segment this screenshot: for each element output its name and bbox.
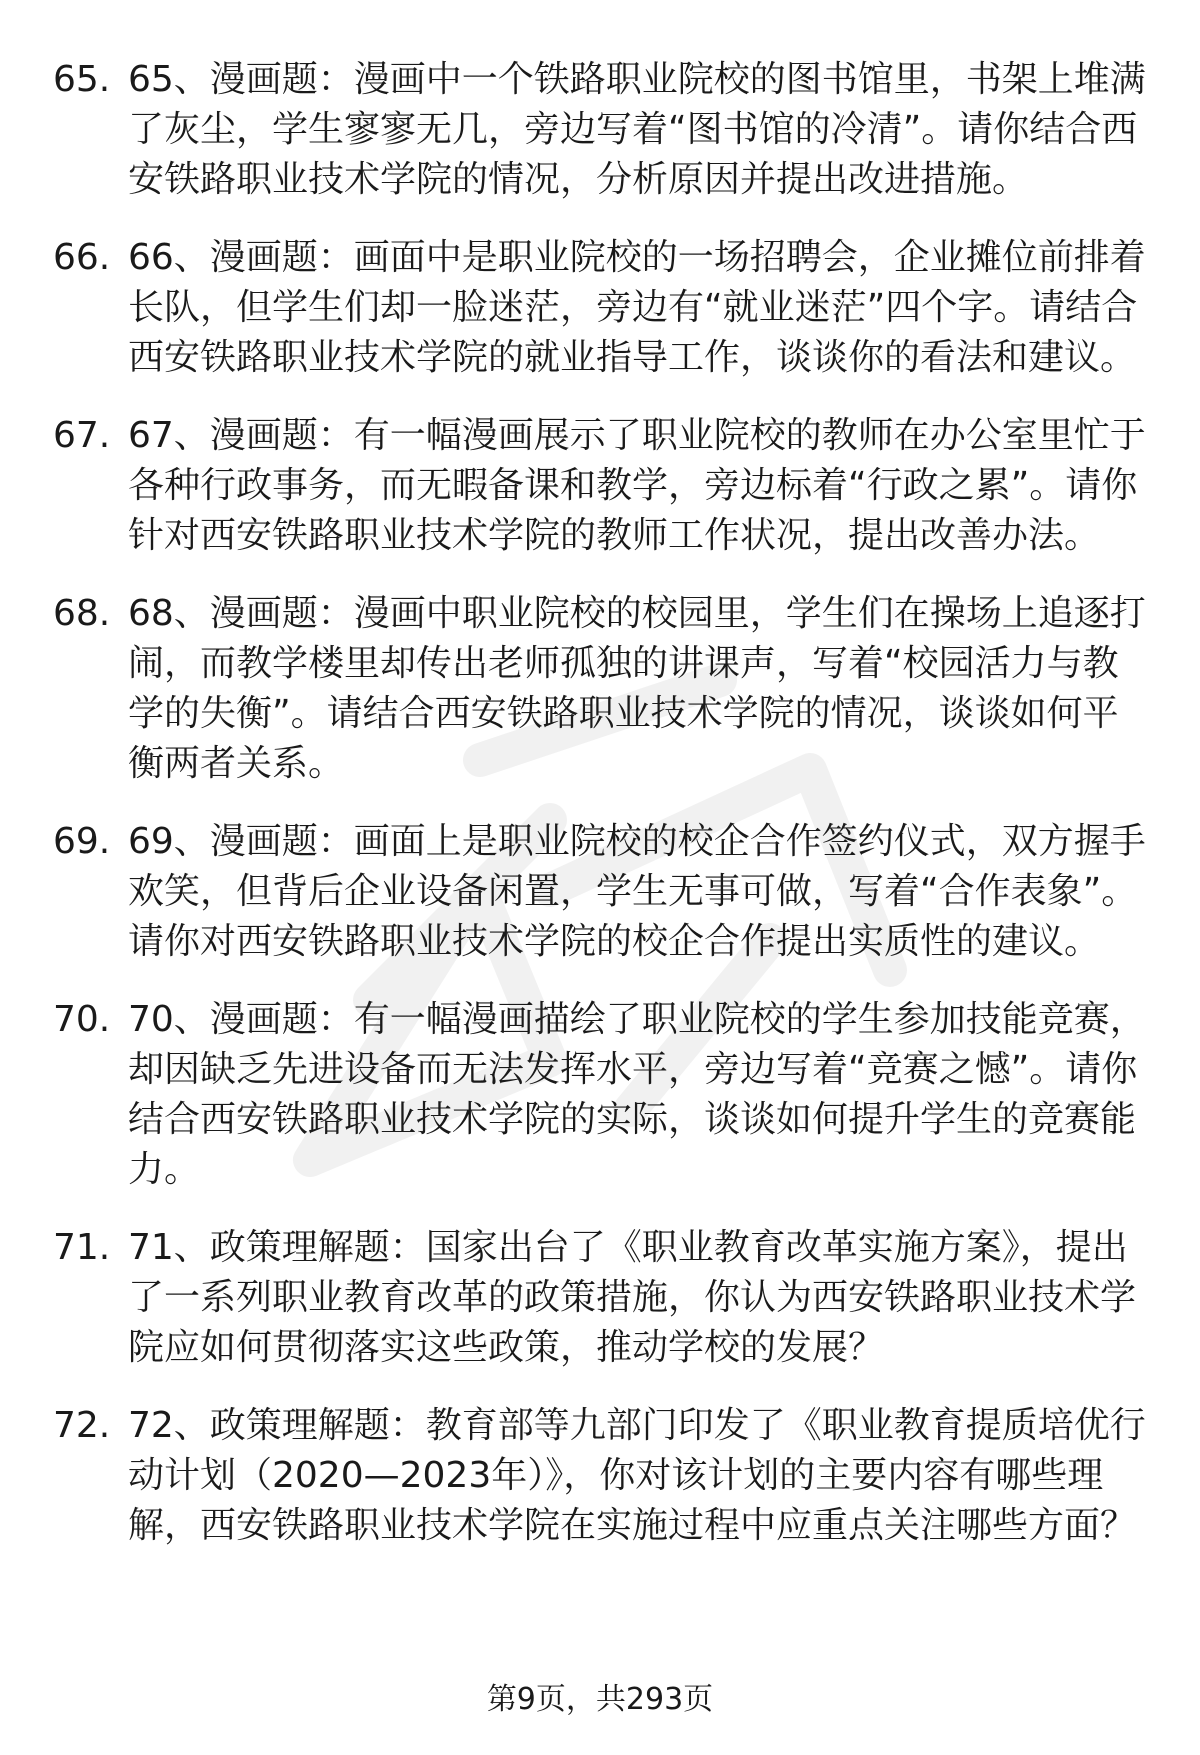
question-number: 72. — [53, 1405, 111, 1446]
question-number: 67. — [53, 415, 111, 456]
question-number: 70. — [53, 999, 111, 1040]
question-text: 65、漫画题：漫画中一个铁路职业院校的图书馆里，书架上堆满了灰尘，学生寥寥无几，旁边写着“图书馆的冷清”。请你结合西安铁路职业技术学院的情况，分析原因并提出改进措施。 — [128, 59, 1146, 200]
question-number: 69. — [53, 821, 111, 862]
question-item — [0, 589, 1200, 789]
question-text: 67、漫画题：有一幅漫画展示了职业院校的教师在办公室里忙于各种行政事务，而无暇备课和教学，旁边标着“行政之累”。请你针对西安铁路职业技术学院的教师工作状况，提出改善办法。 — [128, 415, 1146, 556]
page-footer — [0, 1680, 1200, 1720]
question-text: 66、漫画题：画面中是职业院校的一场招聘会，企业摊位前排着长队，但学生们却一脸迷茫，旁边有“就业迷茫”四个字。请结合西安铁路职业技术学院的就业指导工作，谈谈你的看法和建议。 — [128, 237, 1146, 378]
question-item — [0, 817, 1200, 967]
question-text: 72、政策理解题：教育部等九部门印发了《职业教育提质培优行动计划（2020—2023年）》，你对该计划的主要内容有哪些理解，西安铁路职业技术学院在实施过程中应重点关注哪些方面？ — [128, 1405, 1146, 1546]
question-item — [0, 1223, 1200, 1373]
question-number: 71. — [53, 1227, 111, 1268]
question-text: 70、漫画题：有一幅漫画描绘了职业院校的学生参加技能竞赛，却因缺乏先进设备而无法发挥水平，旁边写着“竞赛之憾”。请你结合西安铁路职业技术学院的实际，谈谈如何提升学生的竞赛能力。 — [128, 999, 1146, 1190]
question-text: 69、漫画题：画面上是职业院校的校企合作签约仪式，双方握手欢笑，但背后企业设备闲置，学生无事可做，写着“合作表象”。请你对西安铁路职业技术学院的校企合作提出实质性的建议。 — [128, 821, 1146, 962]
question-item — [0, 55, 1200, 205]
question-item — [0, 1401, 1200, 1551]
question-list — [0, 55, 1200, 1579]
question-number: 66. — [53, 237, 111, 278]
question-item — [0, 233, 1200, 383]
question-text: 71、政策理解题：国家出台了《职业教育改革实施方案》，提出了一系列职业教育改革的政策措施，你认为西安铁路职业技术学院应如何贯彻落实这些政策，推动学校的发展？ — [128, 1227, 1137, 1368]
question-number: 68. — [53, 593, 111, 634]
question-text: 68、漫画题：漫画中职业院校的校园里，学生们在操场上追逐打闹，而教学楼里却传出老师孤独的讲课声，写着“校园活力与教学的失衡”。请结合西安铁路职业技术学院的情况，谈谈如何平衡两者关系。 — [128, 593, 1146, 784]
page-number-label: 第9页，共293页 — [486, 1682, 714, 1717]
question-number: 65. — [53, 59, 111, 100]
question-item — [0, 995, 1200, 1195]
question-item — [0, 411, 1200, 561]
